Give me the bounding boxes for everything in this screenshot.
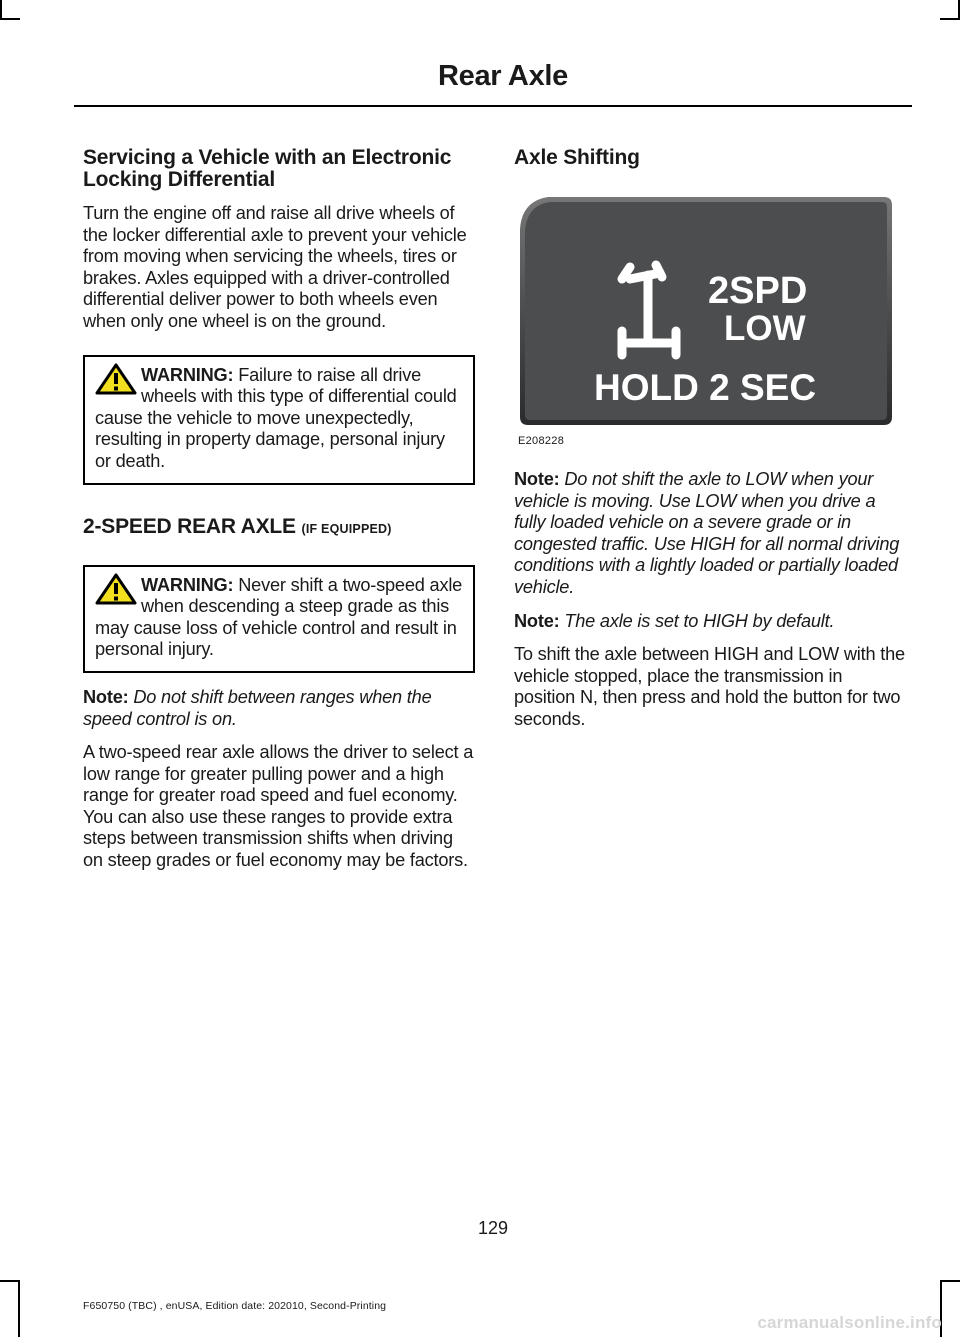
section-suffix: (IF EQUIPPED) (301, 521, 392, 536)
two-speed-paragraph: A two-speed rear axle allows the driver to select a low range for greater pulling power and a high range for greater road speed and fuel economy. You can also use these ranges to provide extra steps between transmission shifts when driving on steep grades or fuel economy may be factors. (83, 742, 474, 871)
crop-mark-top-left-h (0, 18, 20, 20)
warning-triangle-icon (95, 363, 137, 395)
crop-mark-top-left (0, 0, 2, 20)
note-text: Do not shift the axle to LOW when your vehicle is moving. Use LOW when you drive a fully loaded vehicle on a severe grade or in congested traffic. Use HIGH for all normal driving conditions with a lightly loaded or partially loaded vehicle. (514, 469, 900, 597)
button-label-hold: HOLD 2 SEC (594, 367, 817, 408)
right-column (514, 147, 906, 731)
note-label: Note: (83, 686, 129, 707)
servicing-paragraph: Turn the engine off and raise all drive wheels of the locker differential axle to prevent your vehicle from moving when servicing the wheels, tires or brakes. Axles equipped with a driver-controlled differential deliver power to both wheels even when only one wheel is on the ground. (83, 203, 467, 331)
warning-label: WARNING: (141, 574, 234, 595)
crop-mark-bottom-left (0, 1280, 20, 1282)
warning-box-descending (83, 565, 475, 673)
note-label: Note: (514, 610, 560, 631)
warning-label: WARNING: (141, 364, 234, 385)
crop-mark-top-right-h (940, 18, 960, 20)
note-shift-low (514, 469, 906, 599)
warning-text: Never shift a two-speed axle when descending a steep grade as this may cause loss of vehicle control and result in personal injury. (95, 574, 463, 660)
button-label-low: LOW (724, 309, 806, 348)
warning-box-differential (83, 355, 475, 485)
warning-text: Failure to raise all drive wheels with this type of differential could cause the vehicle to move unexpectedly, resulting in property damage, personal injury or death. (95, 364, 457, 471)
axle-button-illustration (518, 193, 894, 429)
image-code: E208228 (518, 435, 565, 447)
axle-shifting-heading: Axle Shifting (514, 146, 640, 169)
page-number: 129 (477, 1218, 509, 1238)
note-text: Do not shift between ranges when the speed control is on. (83, 686, 432, 729)
crop-mark-bottom-right (940, 1280, 960, 1282)
servicing-heading: Servicing a Vehicle with an Electronic Locking Differential (83, 146, 452, 191)
note-label: Note: (514, 469, 560, 489)
section-heading (83, 515, 475, 539)
header-rule (74, 105, 912, 107)
footer-edition: F650750 (TBC) , enUSA, Edition date: 202010, Second-Printing (83, 1300, 387, 1312)
note-text: The axle is set to HIGH by default. (564, 610, 835, 631)
watermark: carmanualsonline.info (757, 1313, 942, 1332)
left-column (83, 147, 475, 872)
note-default-high (514, 611, 906, 633)
crop-mark-bottom-left-v (18, 1280, 20, 1337)
section-title: 2-SPEED REAR AXLE (83, 514, 296, 538)
warning-triangle-icon (95, 573, 137, 605)
note-speed-control (83, 687, 475, 730)
shift-procedure-paragraph: To shift the axle between HIGH and LOW with the vehicle stopped, place the transmission in position N, then press and hold the button for two seconds. (514, 644, 905, 729)
page-title: Rear Axle (437, 60, 568, 92)
button-label-2spd: 2SPD (708, 270, 808, 312)
